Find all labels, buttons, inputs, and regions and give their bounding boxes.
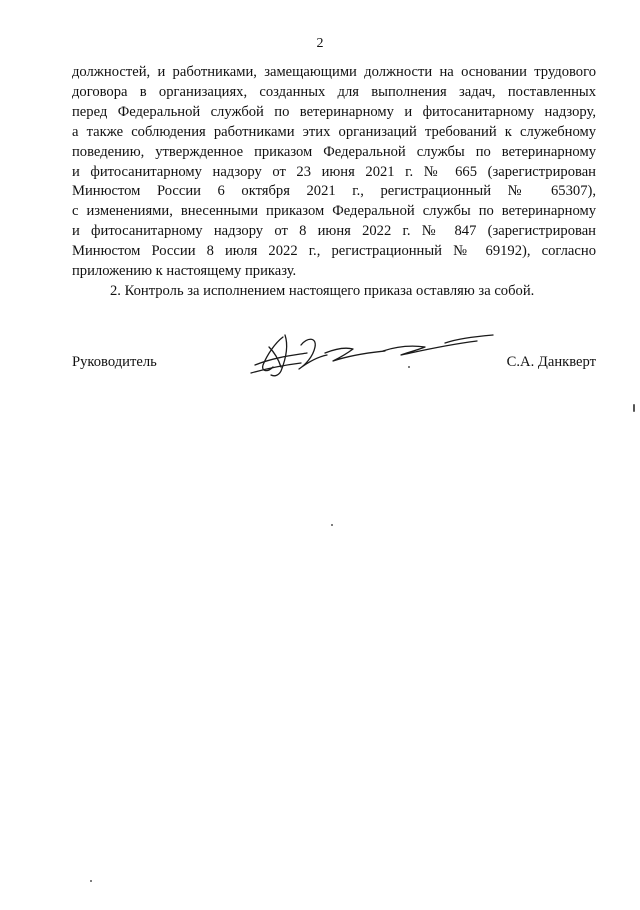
text-line: и фитосанитарному надзору от 8 июня 2022 г. № 847 (зарегистрирован [72,223,596,240]
scan-speck [633,404,635,412]
text-line: Минюстом России 8 июля 2022 г., регистрационный № 69192), согласно [72,243,596,260]
text-line: поведению, утвержденное приказом Федеральной службы по ветеринарному [72,143,596,160]
scan-speck [331,524,333,526]
signatory-name: С.А. Данкверт [506,354,596,370]
text-line: и фитосанитарному надзору от 23 июня 2021 г. № 665 (зарегистрирован [72,163,596,180]
document-body [72,63,596,302]
paragraph-item-2: 2. Контроль за исполнением настоящего приказа оставляю за собой. [110,282,535,299]
text-line: перед Федеральной службой по ветеринарному и фитосанитарному надзору, [72,103,596,120]
signatory-title: Руководитель [72,354,157,370]
text-line: приложению к настоящему приказу. [72,263,297,280]
handwritten-signature [245,327,495,379]
scan-speck [408,366,410,368]
scan-speck [90,880,92,882]
text-line: должностей, и работниками, замещающими должности на основании трудового [72,64,596,80]
page-number: 2 [316,36,324,51]
text-line: а также соблюдения работниками этих организаций требований к служебному [72,123,596,140]
text-line: договора в организациях, созданных для выполнения задач, поставленных [72,83,596,100]
text-line: с изменениями, внесенными приказом Федеральной службы по ветеринарному [72,203,596,220]
text-line: Минюстом России 6 октября 2021 г., регистрационный № 65307), [72,183,596,200]
